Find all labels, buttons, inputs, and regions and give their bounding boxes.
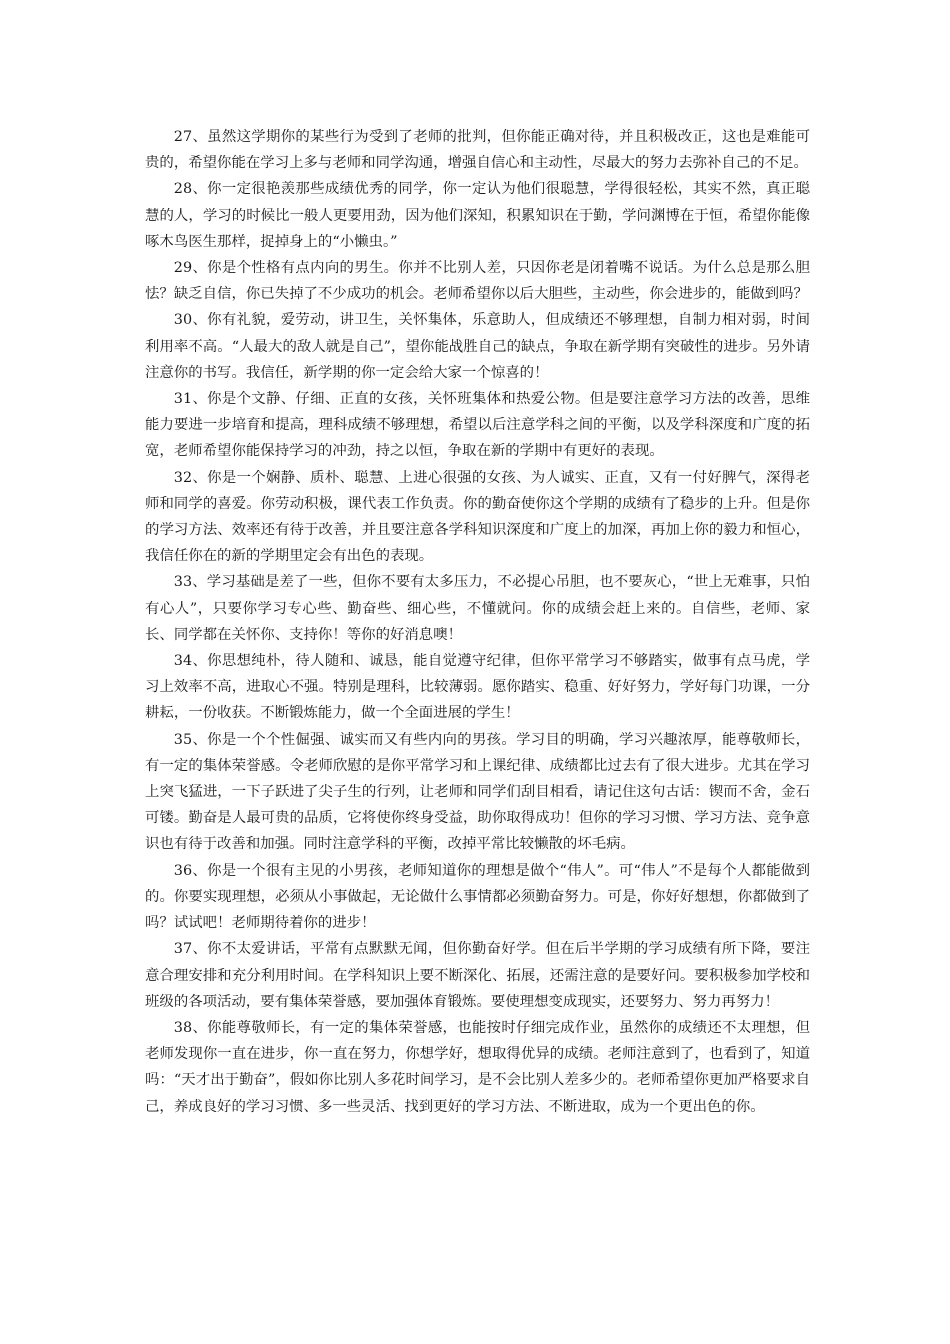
- comment-paragraph-34: 34、你思想纯朴，待人随和、诚恳，能自觉遵守纪律，但你平常学习不够踏实，做事有点马虎，学习上效率不高，进取心不强。特别是理科，比较薄弱。愿你踏实、稳重、好好努力，学好每门功课，一分耕耘，一份收获。不断锻炼能力，做一个全面进展的学生！: [145, 653, 810, 722]
- comment-paragraph-28: 28、你一定很艳羡那些成绩优秀的同学，你一定认为他们很聪慧，学得很轻松，其实不然，真正聪慧的人，学习的时候比一般人更要用劲，因为他们深知，积累知识在于勤，学问渊博在于恒，希望你能像啄木鸟医生那样，捉掉身上的“小懒虫。”: [145, 181, 810, 250]
- comment-paragraph-30: 30、你有礼貌，爱劳动，讲卫生，关怀集体，乐意助人，但成绩还不够理想，自制力相对弱，时间利用率不高。“人最大的敌人就是自己”，望你能战胜自己的缺点，争取在新学期有突破性的进步。另外请注意你的书写。我信任，新学期的你一定会给大家一个惊喜的！: [145, 312, 810, 381]
- comment-paragraph-27: 27、虽然这学期你的某些行为受到了老师的批判，但你能正确对待，并且积极改正，这也是难能可贵的，希望你能在学习上多与老师和同学沟通，增强自信心和主动性，尽最大的努力去弥补自己的不足。: [145, 129, 810, 172]
- comment-paragraph-36: 36、你是一个很有主见的小男孩，老师知道你的理想是做个“伟人”。可“伟人”不是每个人都能做到的。你要实现理想，必须从小事做起，无论做什么事情都必须勤奋努力。可是，你好好想想，你都做到了吗？试试吧！老师期待着你的进步！: [145, 862, 810, 932]
- comment-paragraph-29: 29、你是个性格有点内向的男生。你并不比别人差，只因你老是闭着嘴不说话。为什么总是那么胆怯？缺乏自信，你已失掉了不少成功的机会。老师希望你以后大胆些，主动些，你会进步的，能做到吗？: [145, 260, 810, 303]
- comment-paragraph-38: 38、你能尊敬师长，有一定的集体荣誉感，也能按时仔细完成作业，虽然你的成绩还不太理想，但老师发现你一直在进步，你一直在努力，你想学好，想取得优异的成绩。老师注意到了，也看到了，知道吗：“天才出于勤奋”，假如你比别人多花时间学习，是不会比别人差多少的。老师希望你更加严格要求自己，养成良好的学习习惯、多一些灵活、找到更好的学习方法、不断进取，成为一个更出色的你。: [145, 1019, 810, 1115]
- comment-paragraph-31: 31、你是个文静、仔细、正直的女孩，关怀班集体和热爱公物。但是要注意学习方法的改善，思维能力要进一步培育和提高，理科成绩不够理想，希望以后注意学科之间的平衡，以及学科深度和广度的拓宽，老师希望你能保持学习的冲劲，持之以恒，争取在新的学期中有更好的表现。: [145, 391, 810, 460]
- comment-paragraph-37: 37、你不太爱讲话，平常有点默默无闻，但你勤奋好学。但在后半学期的学习成绩有所下降，要注意合理安排和充分利用时间。在学科知识上要不断深化、拓展，还需注意的是要好问。要积极参加学校和班级的各项活动，要有集体荣誉感，要加强体育锻炼。要使理想变成现实，还要努力、努力再努力！: [145, 941, 810, 1010]
- comment-paragraph-35: 35、你是一个个性倔强、诚实而又有些内向的男孩。学习目的明确，学习兴趣浓厚，能尊敬师长，有一定的集体荣誉感。令老师欣慰的是你平常学习和上课纪律、成绩都比过去有了很大进步。尤其在学习上突飞猛进，一下子跃进了尖子生的行列，让老师和同学们刮目相看，请记住这句古话：锲而不舍，金石可镂。勤奋是人最可贵的品质，它将使你终身受益，助你取得成功！但你的学习习惯、学习方法、竞争意识也有待于改善和加强。同时注意学科的平衡，改掉平常比较懒散的坏毛病。: [145, 731, 810, 853]
- comment-paragraph-33: 33、学习基础是差了一些，但你不要有太多压力，不必提心吊胆，也不要灰心，“世上无难事，只怕有心人”，只要你学习专心些、勤奋些、细心些，不懂就问。你的成绩会赶上来的。自信些，老师、家长、同学都在关怀你、支持你！等你的好消息噢！: [145, 574, 810, 643]
- document-body: [145, 124, 810, 1120]
- comment-paragraph-32: 32、你是一个娴静、质朴、聪慧、上进心很强的女孩、为人诚实、正直，又有一付好脾气，深得老师和同学的喜爱。你劳动积极，课代表工作负责。你的勤奋使你这个学期的成绩有了稳步的上升。但是你的学习方法、效率还有待于改善，并且要注意各学科知识深度和广度上的加深，再加上你的毅力和恒心，我信任你在的新的学期里定会有出色的表现。: [145, 469, 810, 565]
